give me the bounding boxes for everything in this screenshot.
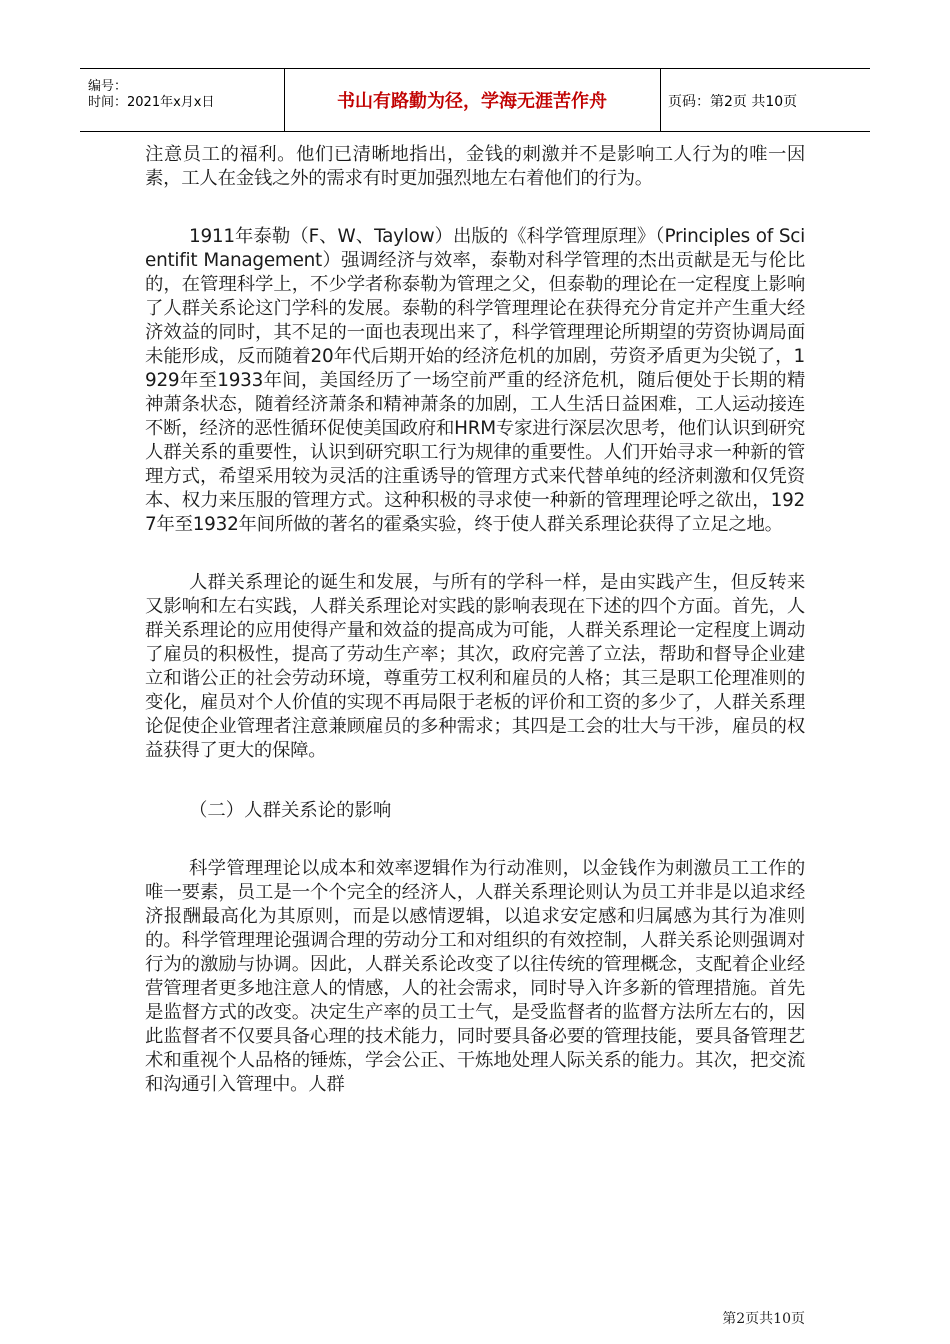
section-heading: （二）人群关系论的影响 (189, 800, 392, 821)
page-code: 页码：第2页 共10页 (668, 94, 798, 110)
page-header (80, 68, 870, 132)
header-page-cell (660, 69, 870, 131)
page-footer: 第2页共10页 (722, 1311, 805, 1327)
time-label: 时间：2021年x月x日 (88, 95, 215, 110)
paragraph-2: 1911年泰勒（F、W、Taylow）出版的《科学管理原理》（Principles of Scientifit Management）强调经济与效率，泰勒对科学管理的杰出贡献是无与伦比的，在管理科学上，不少学者称泰勒为管理之父，但泰勒的理论在一定程度上影响了人群关系论这门学科的发展。泰勒的科学管理理论在获得充分肯定并产生重大经济效益的同时，其不足的一面也表现出来了，科学管理理论所期望的劳资协调局面未能形成，反而随着20年代后期开始的经济危机的加剧，劳资矛盾更为尖锐了，1929年至1933年间，美国经历了一场空前严重的经济危机，随后便处于长期的精神萧条状态，随着经济萧条和精神萧条的加剧，工人生活日益困难，工人运动接连不断，经济的恶性循环促使美国政府和HRM专家进行深层次思考，他们认识到研究人群关系的重要性，认识到研究职工行为规律的重要性。人们开始寻求一种新的管理方式，希望采用较为灵活的注重诱导的管理方式来代替单纯的经济刺激和仅凭资本、权力来压服的管理方式。这种积极的寻求使一种新的管理理论呼之欲出，1927年至1932年间所做的著名的霍桑实验，终于使人群关系理论获得了立足之地。 (145, 226, 805, 535)
header-motto-cell (284, 69, 661, 131)
paragraph-3: 人群关系理论的诞生和发展，与所有的学科一样，是由实践产生，但反转来又影响和左右实践，人群关系理论对实践的影响表现在下述的四个方面。首先，人群关系理论的应用使得产量和效益的提高成为可能，人群关系理论一定程度上调动了雇员的积极性，提高了劳动生产率；其次，政府完善了立法，帮助和督导企业建立和谐公正的社会劳动环境，尊重劳工权利和雇员的人格；其三是职工伦理准则的变化，雇员对个人价值的实现不再局限于老板的评价和工资的多少了，人群关系理论促使企业管理者注意兼顾雇员的多种需求；其四是工会的壮大与干涉，雇员的权益获得了更大的保障。 (145, 572, 805, 761)
document-body (145, 143, 805, 1097)
paragraph-1: 注意员工的福利。他们已清晰地指出，金钱的刺激并不是影响工人行为的唯一因素，工人在金钱之外的需求有时更加强烈地左右着他们的行为。 (145, 144, 805, 189)
paragraph-4: 科学管理理论以成本和效率逻辑作为行动准则，以金钱作为刺激员工工作的唯一要素，员工是一个个完全的经济人，人群关系理论则认为员工并非是以追求经济报酬最高化为其原则，而是以感情逻辑，以追求安定感和归属感为其行为准则的。科学管理理论强调合理的劳动分工和对组织的有效控制，人群关系论则强调对行为的激励与协调。因此，人群关系论改变了以往传统的管理概念，支配着企业经营管理者更多地注意人的情感，人的社会需求，同时导入许多新的管理措施。首先是监督方式的改变。决定生产率的员工士气，是受监督者的监督方法所左右的，因此监督者不仅要具备心理的技术能力，同时要具备必要的管理技能，要具备管理艺术和重视个人品格的锤炼，学会公正、干炼地处理人际关系的能力。其次，把交流和沟通引入管理中。人群 (145, 858, 805, 1095)
number-label: 编号： (88, 79, 128, 94)
header-info-cell (80, 69, 285, 131)
motto: 书山有路勤为径，学海无涯苦作舟 (337, 91, 607, 112)
